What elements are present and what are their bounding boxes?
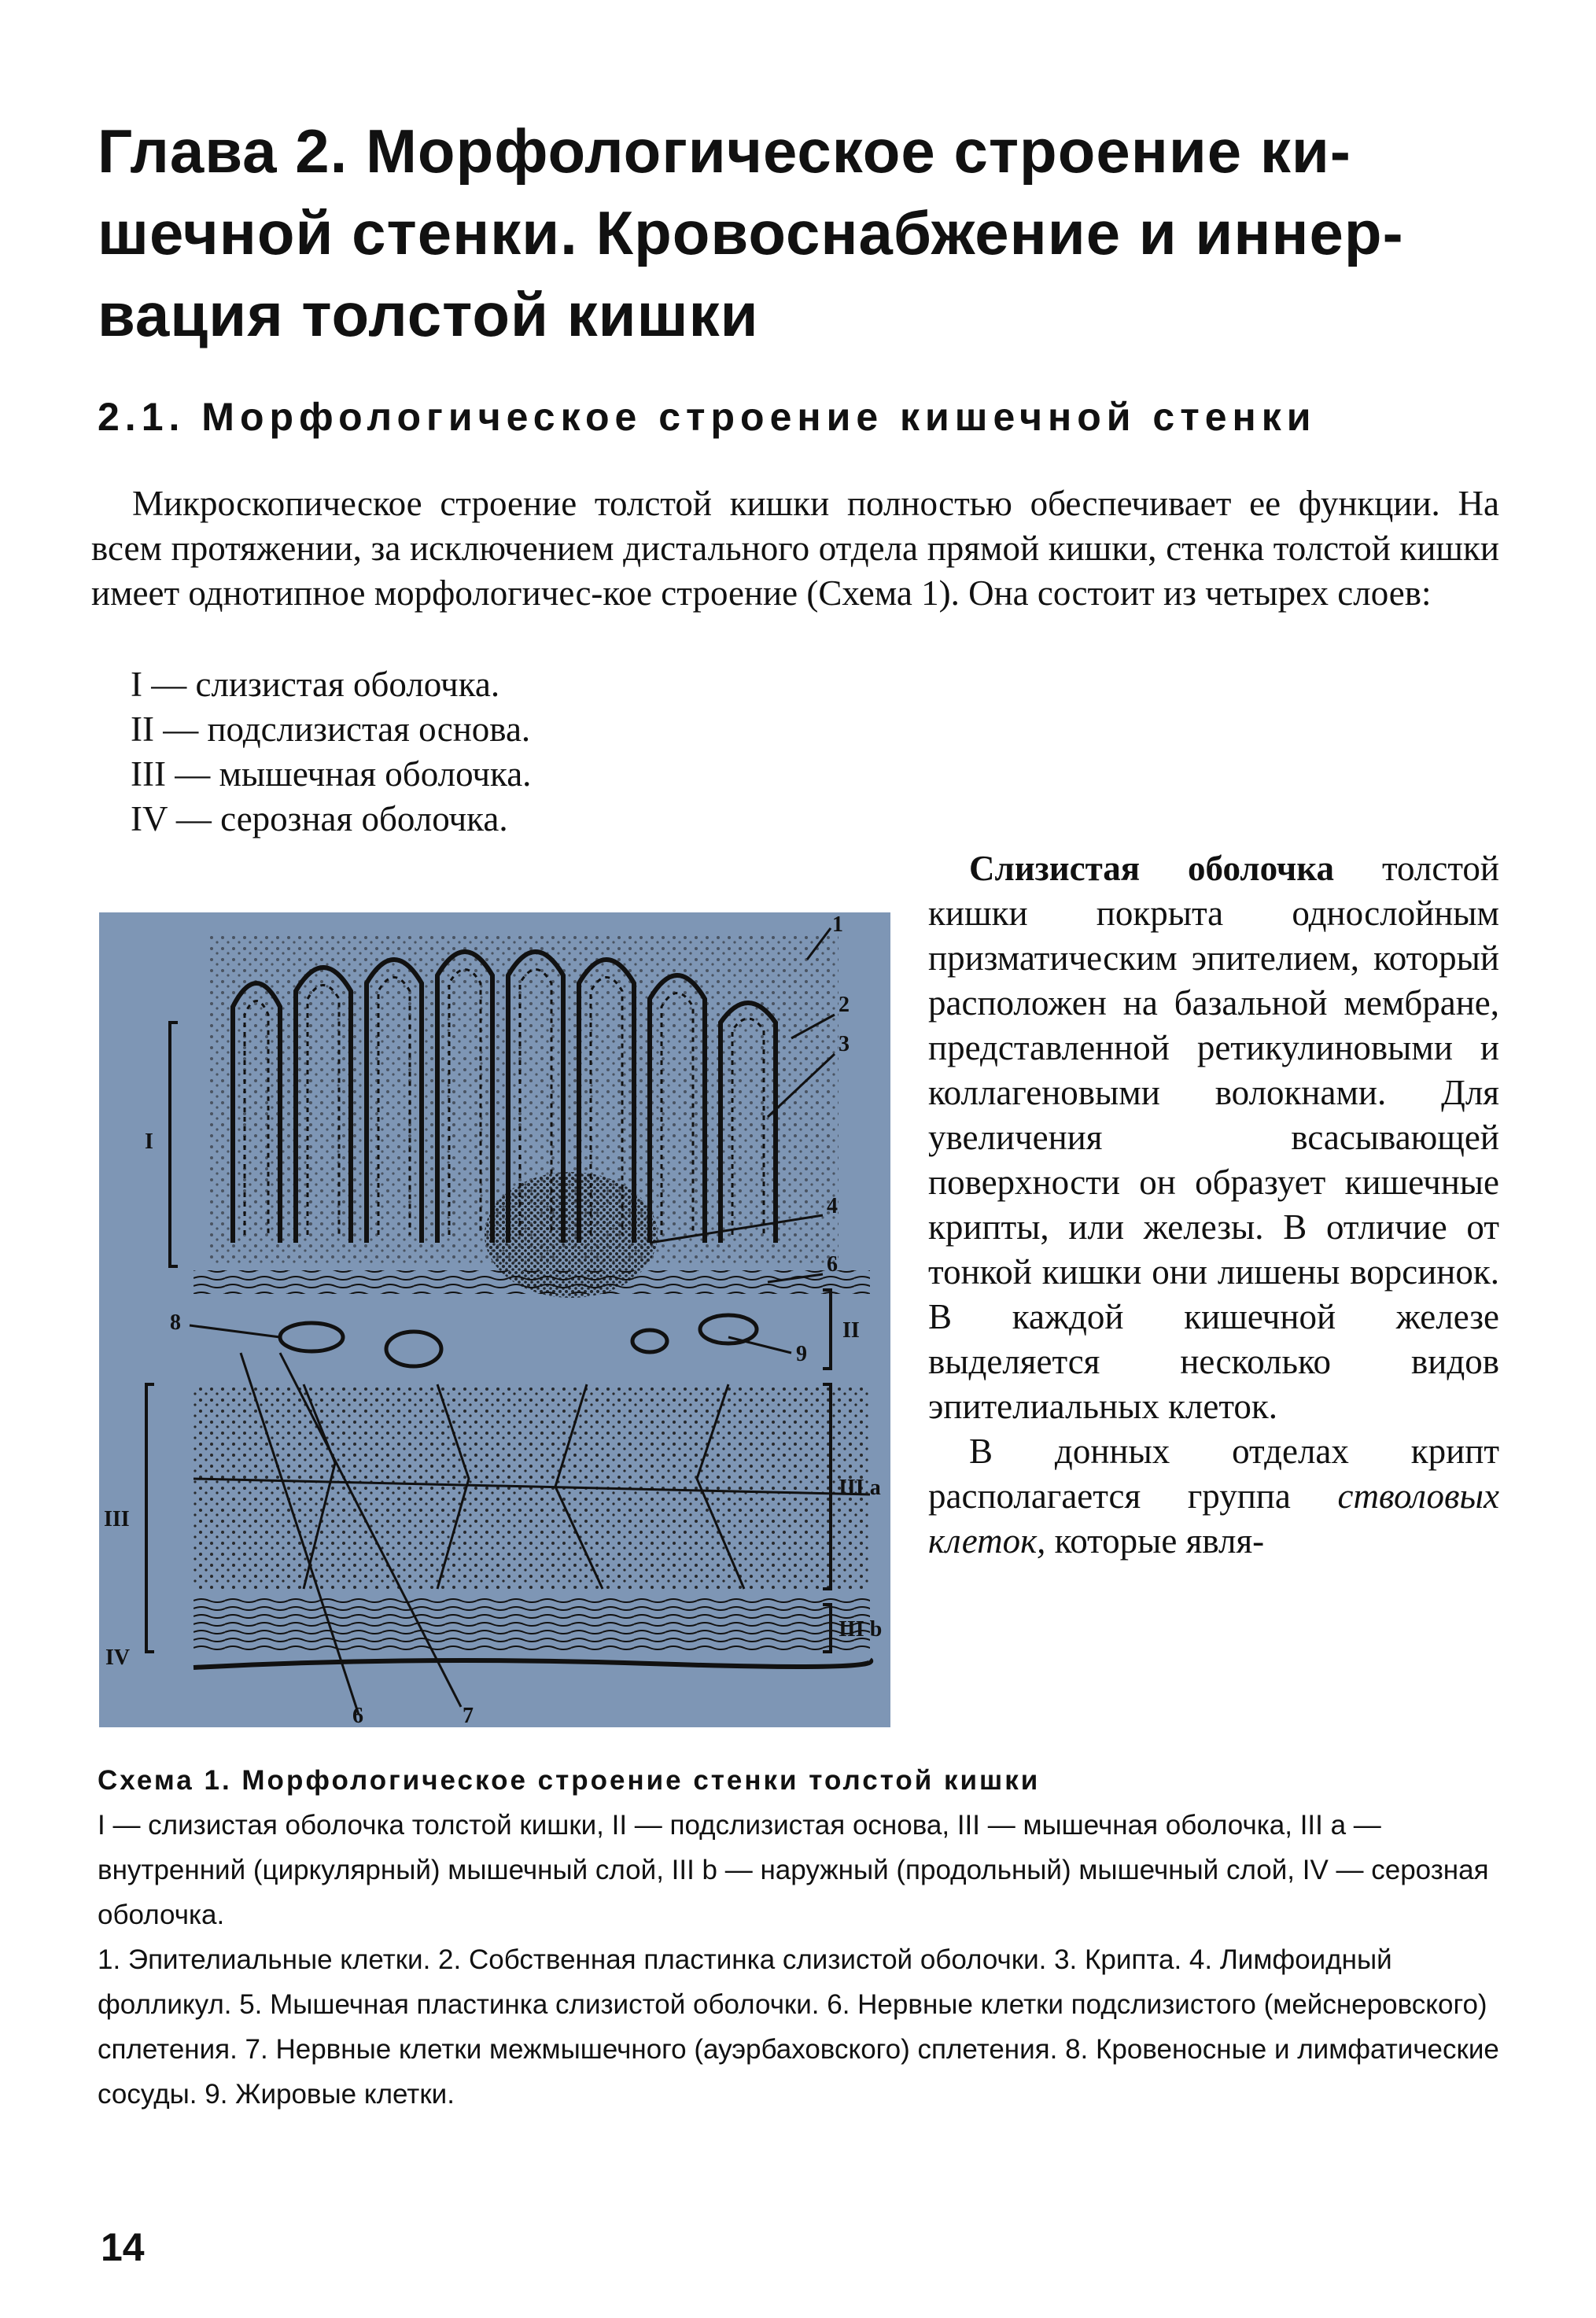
side-paragraph-text: которые явля-: [1045, 1521, 1265, 1561]
intro-paragraph: Микроскопическое строение толстой кишки полностью обеспечивает ее функции. На всем протяжении, за исключением дистального отдела прямой кишки, стенка толстой кишки имеет однотипное морфологичес-кое строение (Схема 1). Она состоит из четырех слоев:: [91, 484, 1499, 613]
mucosa-term: Слизистая оболочка: [969, 849, 1335, 888]
layer-item: III — мышечная оболочка.: [131, 754, 532, 794]
figure-caption: [98, 1758, 1506, 2117]
chapter-title-line: вация толстой кишки: [98, 280, 759, 349]
intestinal-wall-diagram: [99, 912, 890, 1727]
stem-cells-term: стволовых клеток,: [928, 1476, 1499, 1561]
chapter-title-line: Глава 2. Морфологическое строение ки-: [98, 116, 1351, 186]
caption-title: Схема 1. Морфологическое строение стенки толстой кишки: [98, 1765, 1041, 1796]
longitudinal-muscle-layer: [194, 1597, 870, 1652]
section-title: 2.1. Морфологическое строение кишечной стенки: [98, 395, 1317, 439]
figure-label: 3: [839, 1032, 850, 1056]
figure-label: I: [145, 1130, 153, 1154]
chapter-title-line: шечной стенки. Кровоснабжение и иннер-: [98, 198, 1404, 267]
circular-muscle-layer: [194, 1384, 870, 1589]
figure-label: 4: [827, 1194, 838, 1218]
submucosa-vessels: [280, 1315, 757, 1366]
side-paragraph-text: толстой кишки покрыта однослойным призматическим эпителием, который расположен на базальной мембране, представленной ретикулиновыми и коллагеновыми волокнами. Для увеличения всасывающей поверхности он образует кишечные крипты, или железы. В отличие от тонкой кишки они лишены ворсинок. В каждой кишечной железе выделяется несколько видов эпителиальных клеток.: [928, 849, 1499, 1426]
layer-item: IV — серозная оболочка.: [131, 799, 508, 838]
figure-label: II: [842, 1318, 860, 1343]
figure-label: 7: [463, 1704, 474, 1727]
caption-legend-layers: I — слизистая оболочка толстой кишки, II — подслизистая основа, III — мышечная оболочка, III a — внутренний (циркулярный) мышечный слой, III b — наружный (продольный) мышечный слой, IV — серозная оболочка.: [98, 1810, 1489, 1930]
figure-label: III b: [839, 1617, 883, 1642]
side-paragraph: [928, 1429, 1499, 1564]
serosa-layer: [194, 1660, 871, 1668]
layer-item: I — слизистая оболочка.: [131, 665, 500, 704]
figure-label: 2: [839, 993, 850, 1017]
page-number: 14: [101, 2225, 145, 2269]
figure-label: III: [104, 1507, 130, 1531]
layer-list: [131, 662, 531, 842]
figure-label: 9: [796, 1342, 807, 1366]
caption-legend-numbers: 1. Эпителиальные клетки. 2. Собственная пластинка слизистой оболочки. 3. Крипта. 4. Лимфоидный фолликул. 5. Мышечная пластинка слизистой оболочки. 6. Нервные клетки подслизистого (мейснеровского) сплетения. 7. Нервные клетки межмышечного (ауэрбаховского) сплетения. 8. Кровеносные и лимфатические сосуды. 9. Жировые клетки.: [98, 1944, 1499, 2110]
figure-label: 1: [832, 912, 843, 937]
figure-label: 6: [827, 1252, 838, 1277]
figure-label: III a: [839, 1476, 881, 1500]
figure-label: 6: [352, 1704, 363, 1727]
layer-item: II — подслизистая основа.: [131, 709, 531, 749]
chapter-title: [98, 110, 1513, 356]
side-paragraph-text: В донных отделах крипт располагается группа: [928, 1432, 1499, 1516]
diagram-drawing: [99, 912, 890, 1727]
side-paragraph: [928, 846, 1499, 1429]
side-column-text: [928, 846, 1499, 1564]
figure-label: IV: [105, 1645, 131, 1670]
figure-label: 8: [170, 1310, 181, 1335]
